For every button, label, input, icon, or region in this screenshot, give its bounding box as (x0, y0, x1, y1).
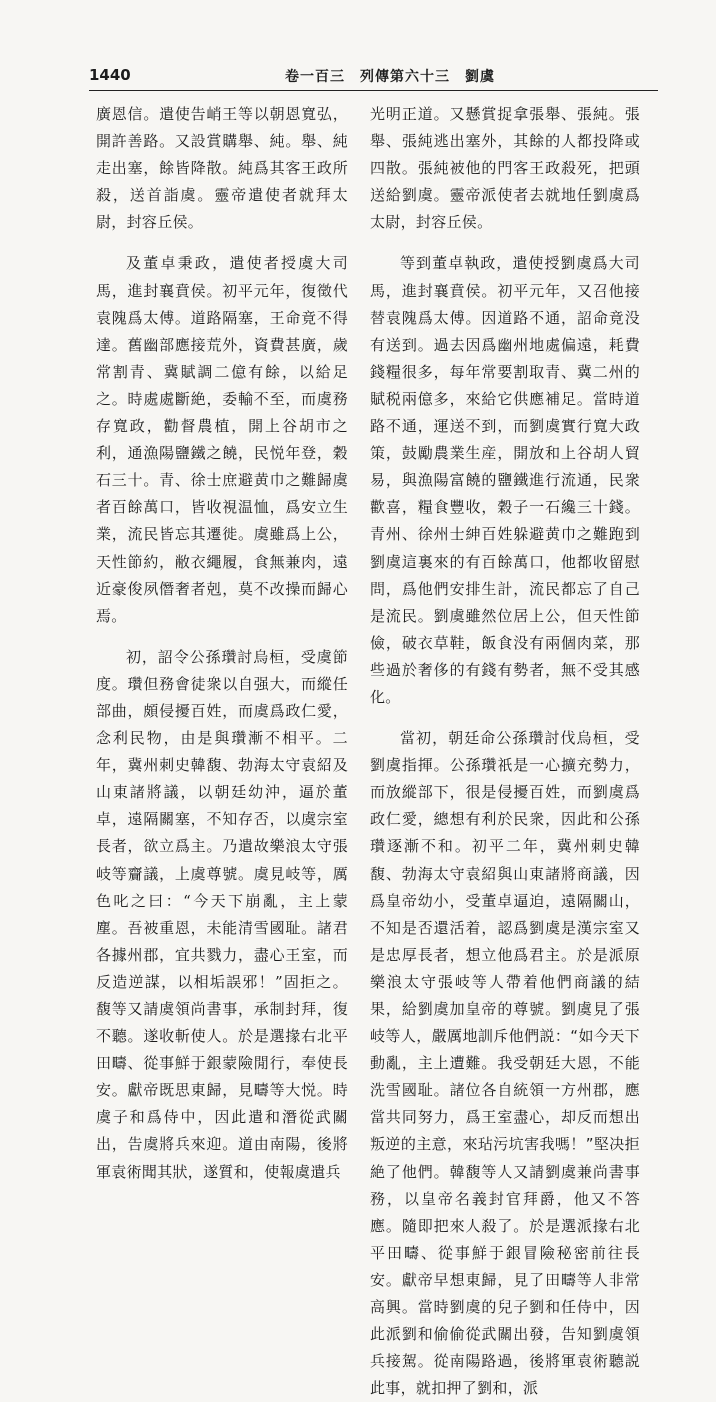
page-number: 1440 (89, 66, 131, 84)
classical-paragraph-2: 及董卓秉政，遣使者授虞大司馬，進封襄賁侯。初平元年，復徵代袁隗爲太傅。道路隔塞，王命竟不得達。舊幽部應接荒外，資費甚廣，歲常割青、冀賦調二億有餘，以給足之。時處處斷絶，委輸不至，而虞務存寬政，勸督農植，開上谷胡市之利，通漁陽鹽鐵之饒，民悦年登，穀石三十。青、徐士庶避黄巾之難歸虞者百餘萬口，皆收視温恤，爲安立生業，流民皆忘其遷徙。虞雖爲上公，天性節約，敝衣繩履，食無兼肉，遠近豪俊夙僭奢者剋，莫不改操而歸心焉。 (96, 254, 348, 625)
page-header (89, 64, 658, 91)
translation-paragraph-3: 當初，朝廷命公孫瓚討伐烏桓，受劉虞指揮。公孫瓚祇是一心擴充勢力，而放縱部下，很是侵擾百姓，而劉虞爲政仁愛，總想有利於民衆，因此和公孫瓚逐漸不和。初平二年，冀州刺史韓馥、勃海太守袁紹與山東諸將商議，因爲皇帝幼小，受董卓逼迫，遠隔關山，不知是否還活着，認爲劉虞是漢宗室又是忠厚長者，想立他爲君主。於是派原樂浪太守張岐等人帶着他們商議的結果，給劉虞加皇帝的尊號。劉虞見了張岐等人，嚴厲地訓斥他們説：“如今天下動亂，主上遭難。我受朝廷大恩，不能洗雪國耻。諸位各自統領一方州郡，應當共同努力，爲王室盡心，却反而想出叛逆的主意，來玷污坑害我嗎！”堅决拒絶了他們。韓馥等人又請劉虞兼尚書事務，以皇帝名義封官拜爵，他又不答應。隨即把來人殺了。於是選派掾右北平田疇、從事鮮于銀冒險秘密前往長安。獻帝早想東歸，見了田疇等人非常高興。當時劉虞的兒子劉和任侍中，因此派劉和偷偷從武關出發，告知劉虞領兵接駕。從南陽路過，後將軍袁術聽説此事，就扣押了劉和，派 (370, 729, 640, 1398)
running-title: 卷一百三 列傳第六十三 劉虞 (285, 69, 495, 85)
classical-paragraph-3: 初，詔令公孫瓚討烏桓，受虞節度。瓚但務會徒衆以自强大，而縱任部曲，頗侵擾百姓，而虞爲政仁愛，念利民物，由是與瓚漸不相平。二年，冀州刺史韓馥、勃海太守袁紹及山東諸將議，以朝廷幼沖，逼於董卓，遠隔關塞，不知存否，以虞宗室長者，欲立爲主。乃遣故樂浪太守張岐等齎議，上虞尊號。虞見岐等，厲色叱之曰：“今天下崩亂，主上蒙塵。吾被重恩，未能清雪國耻。諸君各據州郡，宜共戮力，盡心王室，而反造逆謀，以相垢誤邪！”固拒之。馥等又請虞領尚書事，承制封拜，復不聽。遂收斬使人。於是選掾右北平田疇、從事鮮于銀蒙險閒行，奉使長安。獻帝既思東歸，見疇等大悦。時虞子和爲侍中，因此遣和潛從武關出，告虞將兵來迎。道由南陽，後將軍袁術聞其狀，遂質和，使報虞遣兵 (96, 647, 348, 1181)
classical-paragraph-1: 廣恩信。遣使告峭王等以朝恩寬弘，開許善路。又設賞購舉、純。舉、純走出塞，餘皆降散。純爲其客王政所殺，送首詣虞。靈帝遣使者就拜太尉，封容丘侯。 (96, 105, 348, 232)
translation-column (370, 101, 640, 1402)
classical-text-column (96, 101, 348, 1186)
translation-paragraph-1: 光明正道。又懸賞捉拿張舉、張純。張舉、張純逃出塞外，其餘的人都投降或四散。張純被他的門客王政殺死，把頭送給劉虞。靈帝派使者去就地任劉虞爲太尉，封容丘侯。 (370, 105, 640, 232)
translation-paragraph-2: 等到董卓執政，遣使授劉虞爲大司馬，進封襄賁侯。初平元年，又召他接替袁隗爲太傅。因道路不通，詔命竟没有送到。過去因爲幽州地處偏遠，耗費錢糧很多，每年常要割取青、冀二州的賦税兩億多，來給它供應補足。當時道路不通，運送不到，而劉虞實行寬大政策，鼓勵農業生産，開放和上谷胡人貿易，與漁陽富饒的鹽鐵進行流通，民衆歡喜，糧食豐收，穀子一石纔三十錢。青州、徐州士紳百姓躲避黄巾之難跑到劉虞這裏來的有百餘萬口，他都收留慰問，爲他們安排生計，流民都忘了自己是流民。劉虞雖然位居上公，但天性節儉，破衣草鞋，飯食没有兩個肉菜，那些過於奢侈的有錢有勢者，無不受其感化。 (370, 254, 640, 706)
